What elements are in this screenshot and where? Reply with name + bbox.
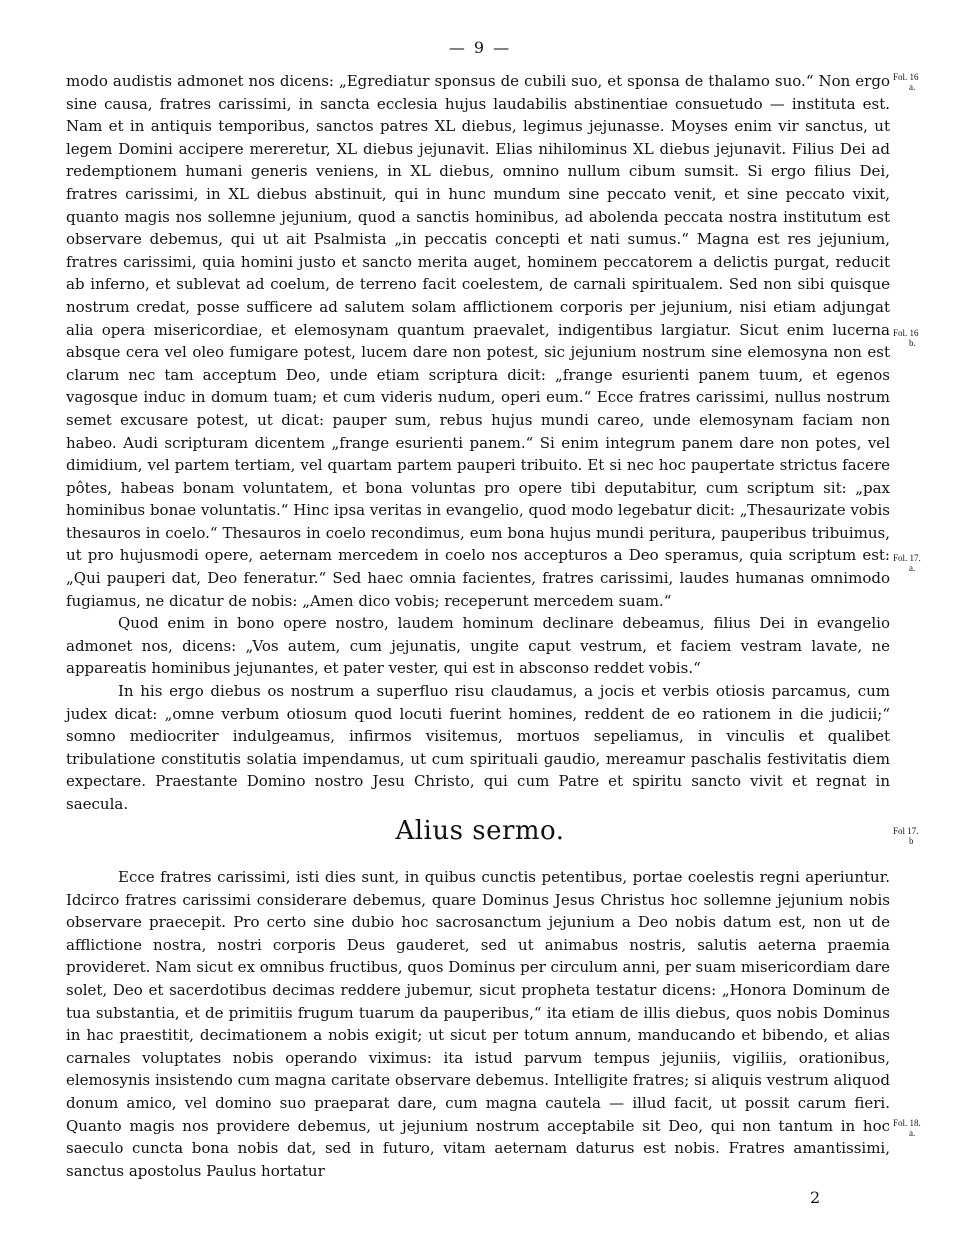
- paragraph: Quod enim in bono opere nostro, laudem hominum declinare debeamus, filius Dei in evangelio admonet nos, dicens: „Vos autem, cum jejunatis, ungite caput vestrum, et faciem vestram lavate, ne appareatis hominibus jejunantes, et pater vester, qui est in absconso reddet vobis.“: [66, 614, 890, 678]
- folio-number: Fol. 16: [893, 328, 919, 338]
- signature-mark: 2: [810, 1188, 821, 1207]
- folio-note: [893, 553, 933, 573]
- paragraph: modo audistis admonet nos dicens: „Egrediatur sponsus de cubili suo, et sponsa de thalamo suo.“ Non ergo sine causa, fratres carissimi, in sancta ecclesia hujus laudabilis abstinentiae consuetudo — instituta est. Nam et in antiquis temporibus, sanctos patres XL diebus, legimus jejunasse. Moyses enim vir sanctus, ut legem Domini accipere mereretur, XL diebus jejunavit. Elias nihilominus XL diebus jejunavit. Filius Dei ad redemptionem humani generis veniens, in XL diebus, omnino nullum cibum sumsit. Si ergo filius Dei, fratres carissimi, in XL diebus abstinuit, qui in hunc mundum sine peccato venit, et sine peccato vixit, quanto magis nos sollemne jejunium, quod a sanctis hominibus, ad abolenda peccata nostra institutum est observare debemus, qui ut ait Psalmista „in peccatis concepti et nati sumus.“ Magna est res jejunium, fratres carissimi, quia homini justo et sancto merita auget, hominem peccatorem a delictis purgat, reducit ab inferno, et sublevat ad coelum, de terreno facit coelestem, de carnali spiritualem. Sed non sibi quisque nostrum credat, posse sufficere ad salutem solam afflictionem corporis per jejunium, nisi etiam adjungat alia opera misericordiae, et elemosynam quantum praevalet, indigentibus largiatur. Sicut enim lucerna absque cera vel oleo fumigare potest, lucem dare non potest, sic jejunium nostrum sine elemosyna non est clarum nec tam acceptum Deo, unde etiam scriptura dicit: „frange esurienti panem tuum, et egenos vagosque induc in domum tuam; et cum videris nudum, operi eum.“ Ecce fratres carissimi, nullus nostrum semet excusare potest, ut dicat: pauper sum, rebus hujus mundi careo, unde elemosynam faciam non habeo. Audi scripturam dicentem „frange esurienti panem.“ Si enim integrum panem dare non potes, vel dimidium, vel partem tertiam, vel quartam partem pauperi tribuito. Et si nec hoc paupertate strictus facere pôtes, habeas bonam voluntatem, et bona voluntas pro opere tibi deputabitur, cum scriptum sit: „pax hominibus bonae voluntatis.“ Hinc ipsa veritas in evangelio, quod modo legebatur dicit: „Thesaurizate vobis thesauros in coelo.“ Thesauros in coelo recondimus, eum bona hujus mundi peritura, pauperibus tribuimus, ut pro hujusmodi opere, aeternam mercedem in coelo nos accepturos a Deo speramus, quia scriptum est: „Qui pauperi dat, Deo feneratur.“ Sed haec omnia facientes, fratres carissimi, laudes humanas omnimodo fugiamus, ne dicatur de nobis: „Amen dico vobis; receperunt mercedem suam.“: [66, 72, 890, 610]
- page-number: — 9 —: [448, 38, 512, 57]
- alius-sermo-body: [66, 866, 890, 1182]
- folio-number: Fol 17.: [893, 826, 919, 836]
- sermon-body: [66, 70, 890, 816]
- folio-side: a.: [909, 563, 916, 573]
- folio-number: Fol. 16: [893, 72, 919, 82]
- folio-note: [893, 72, 933, 92]
- folio-side: a.: [909, 82, 916, 92]
- folio-number: Fol. 18.: [893, 1118, 921, 1128]
- folio-side: b.: [909, 338, 916, 348]
- folio-number: Fol. 17.: [893, 553, 921, 563]
- folio-note: [893, 328, 933, 348]
- folio-note: [893, 826, 933, 846]
- folio-side: a.: [909, 1128, 916, 1138]
- folio-note: [893, 1118, 933, 1138]
- folio-side: b: [909, 836, 914, 846]
- paragraph: Ecce fratres carissimi, isti dies sunt, in quibus cunctis petentibus, portae coelestis regni aperiuntur. Idcirco fratres carissimi considerare debemus, quare Dominus Jesus Christus hoc sollemne jejunium nobis observare praecepit. Pro certo sine dubio hoc sacrosanctum jejunium a Deo nobis datum est, non ut de afflictione nostra, nostri corporis Deus gauderet, sed ut animabus nostris, salutis aeterna praemia provideret. Nam sicut ex omnibus fructibus, quos Dominus per circulum anni, per suam misericordiam dare solet, Deo et sacerdotibus decimas reddere jubemur, sicut propheta testatur dicens: „Honora Dominum de tua substantia, et de primitiis frugum tuarum da pauperibus,“ ita etiam de illis diebus, quos nobis Dominus in hac praestitit, decimationem a nobis exigit; ut sicut per totum annum, manducando et bibendo, et alias carnales voluptates nobis operando viximus: ita istud parvum tempus jejuniis, vigiliis, orationibus, elemosynis insistendo cum magna caritate observare debemus. Intelligite fratres; si aliquis vestrum aliquod donum amico, vel domino suo praeparat dare, cum magna cautela — illud facit, ut possit carum fieri. Quanto magis nos providere debemus, ut jejunium nostrum acceptabile sit Deo, qui non tantum in hoc saeculo cuncta bona nobis dat, sed in futuro, vitam aeternam daturus est nobis. Fratres amantissimi, sanctus apostolus Paulus hortatur: [66, 868, 890, 1180]
- section-heading: Alius sermo.: [395, 816, 565, 846]
- paragraph: In his ergo diebus os nostrum a superfluo risu claudamus, a jocis et verbis otiosis parcamus, cum judex dicat: „omne verbum otiosum quod locuti fuerint homines, reddent de eo rationem in die judicii;“ somno mediocriter indulgeamus, infirmos visitemus, mortuos sepeliamus, in vinculis et qualibet tribulatione constitutis solatia impendamus, ut cum spirituali gaudio, mereamur paschalis festivitatis diem expectare. Praestante Domino nostro Jesu Christo, qui cum Patre et spiritu sancto vivit et regnat in saecula.: [66, 682, 890, 813]
